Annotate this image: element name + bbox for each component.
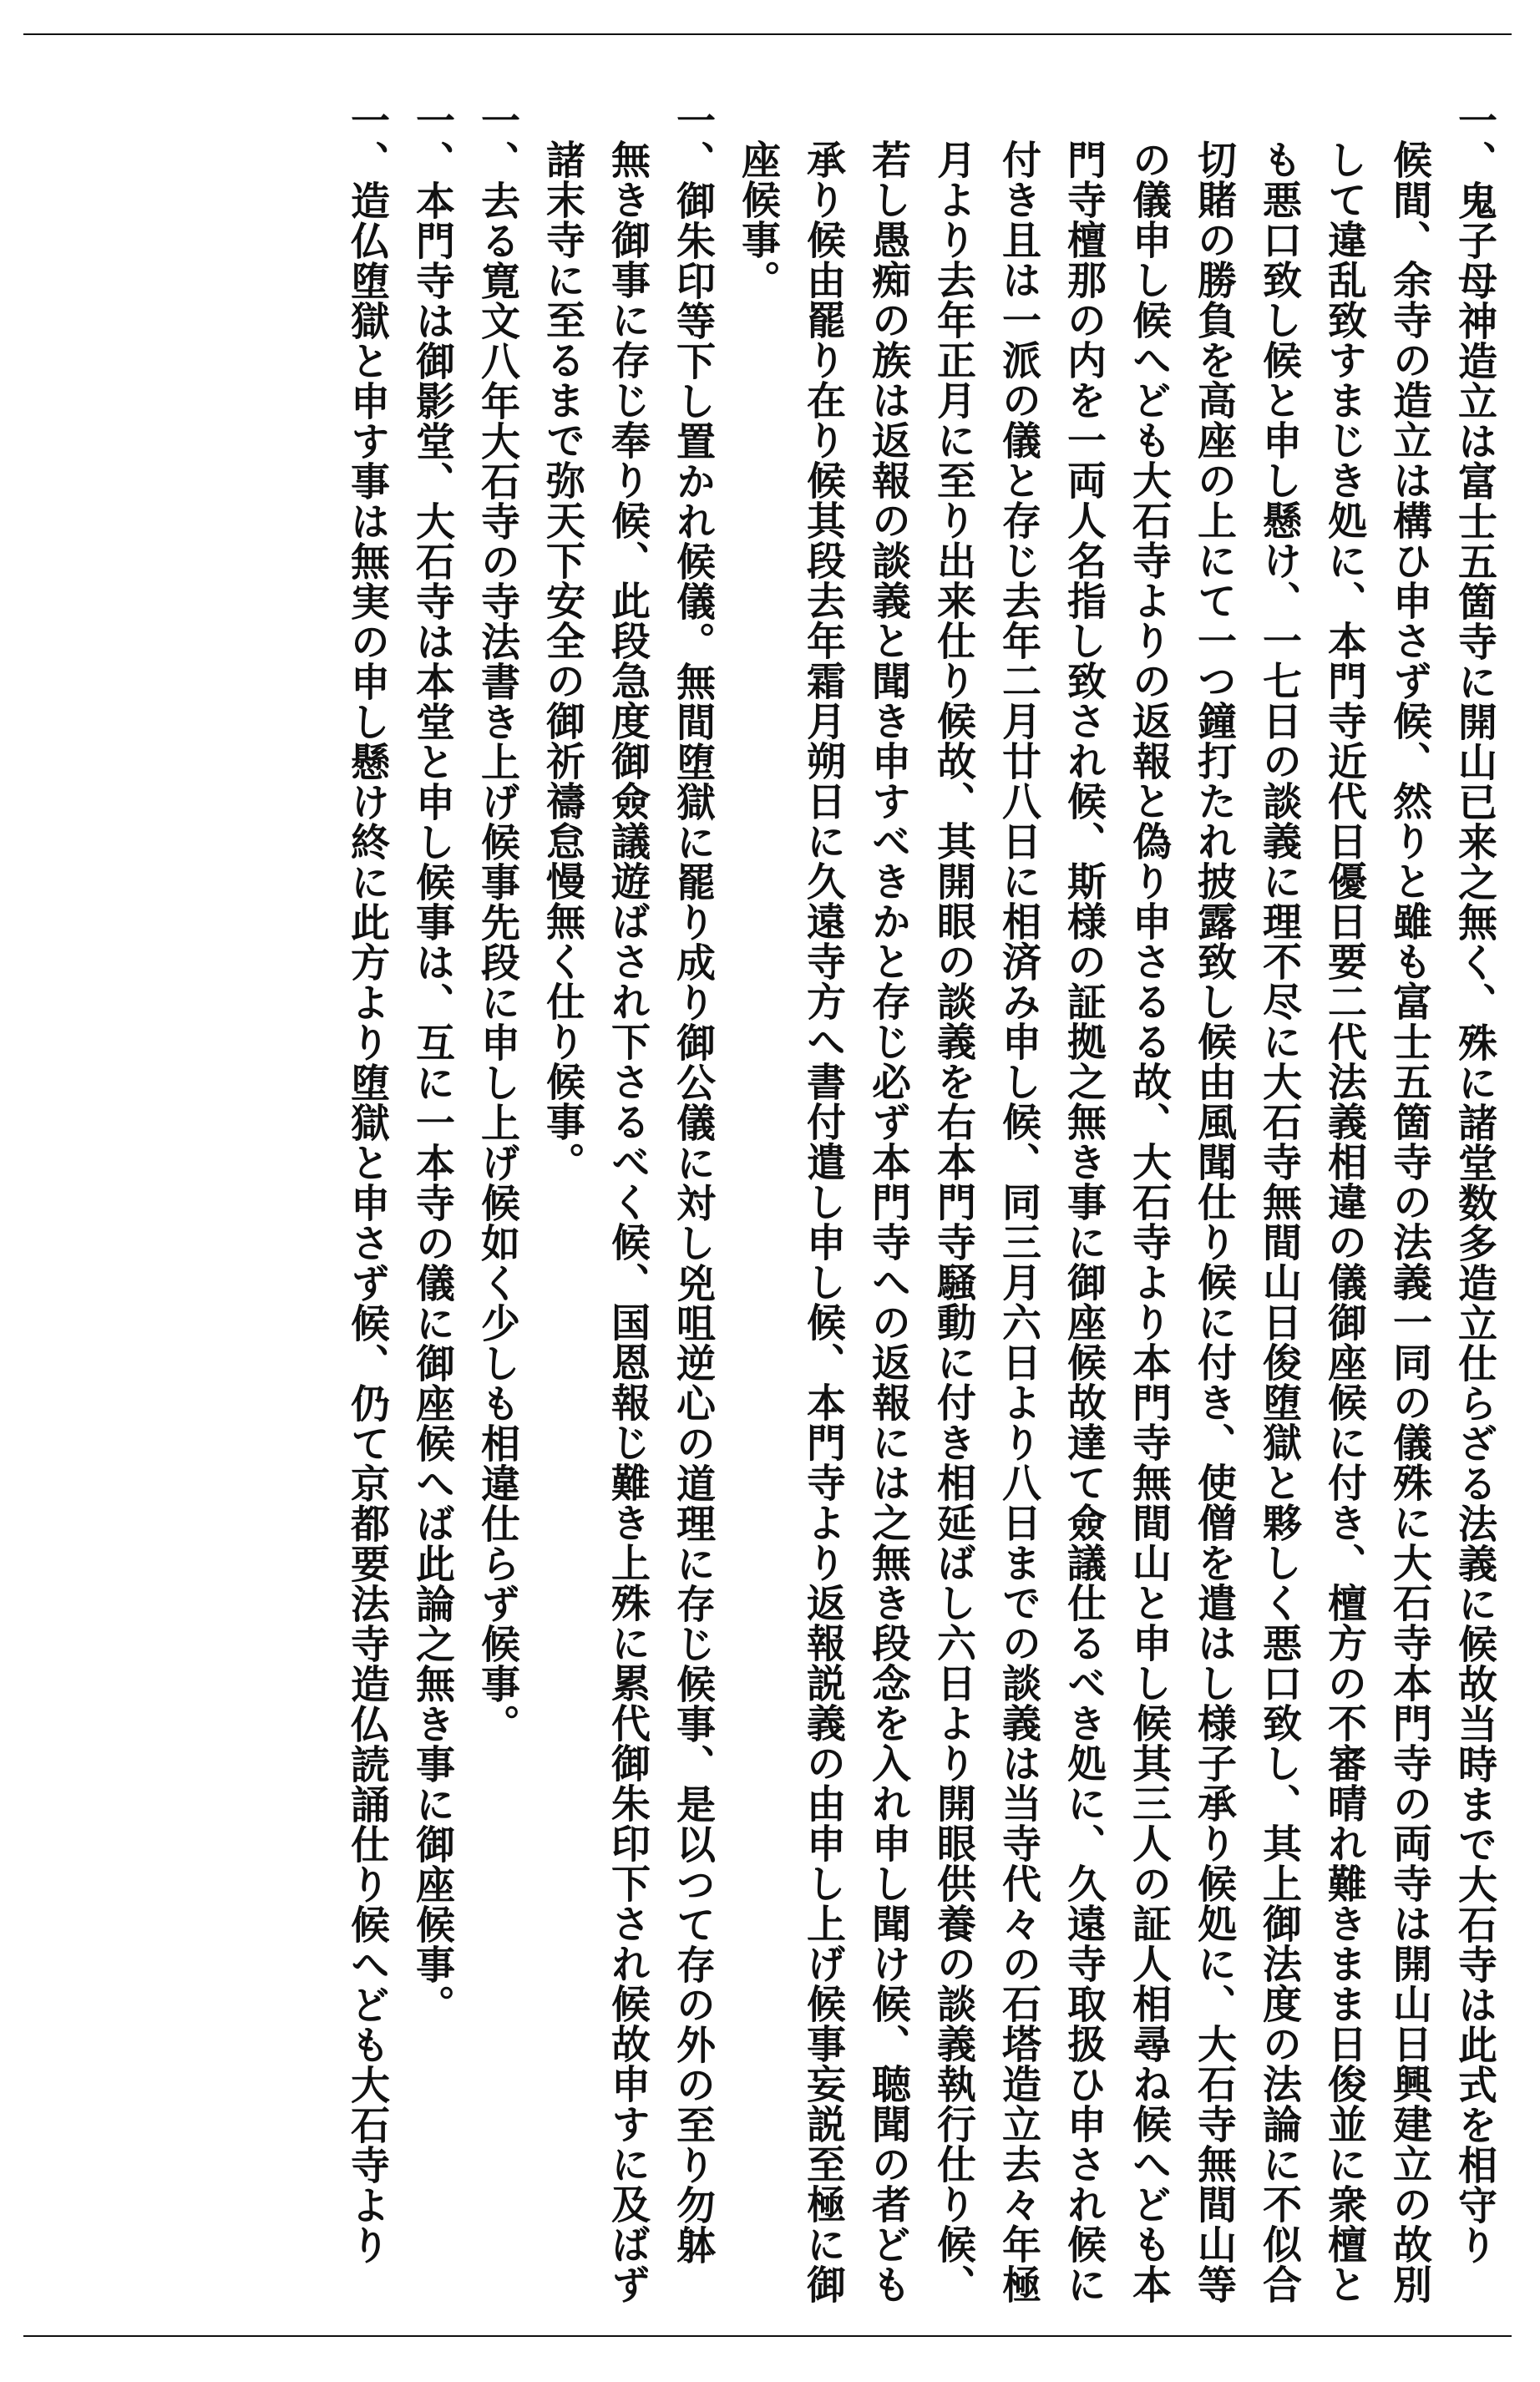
text-line-8: 付き且は一派の儀と存じ去年二月廿八日に相済み申し候、同三月六日より八日までの談義は当寺代々の石塔造立去々年極	[995, 139, 1041, 2304]
text-line-15: 諸末寺に至るまで弥天下安全の御祈禱怠慢無く仕り候事。	[540, 139, 585, 1182]
vertical-text-body	[70, 100, 1507, 2305]
text-line-10: 若し愚痴の族は返報の談義と聞き申すべきかと存じ必ず本門寺への返報には之無き段念を入れ申し聞け候、聴聞の者ども	[865, 139, 911, 2304]
text-line-7: 門寺檀那の内を一両人名指し致され候、斯様の証拠之無き事に御座候故達て僉議仕るべき処に、久遠寺取扱ひ申され候に	[1061, 139, 1107, 2304]
text-line-17: 一、本門寺は御影堂、大石寺は本堂と申し候事は、互に一本寺の儀に御座候へば此論之無き事に御座候事。	[409, 100, 455, 2025]
text-line-18: 一、造仏堕獄と申す事は無実の申し懸け終に此方より堕獄と申さず候、仍て京都要法寺造仏読誦仕り候へども大石寺より	[344, 100, 390, 2265]
text-line-16: 一、去る寛文八年大石寺の寺法書き上げ候事先段に申し上げ候如く少しも相違仕らず候事。	[474, 100, 520, 1744]
text-line-5: 切賭の勝負を高座の上にて一つ鐘打たれ披露致し候由風聞仕り候に付き、使僧を遣はし様子承り候処に、大石寺無間山等	[1191, 139, 1237, 2304]
text-line-9: 月より去年正月に至り出来仕り候故、其開眼の談義を右本門寺騒動に付き相延ばし六日より開眼供養の談義執行仕り候、	[930, 139, 976, 2304]
text-line-4: も悪口致し候と申し懸け、一七日の談義に理不尽に大石寺無間山日俊堕獄と夥しく悪口致し、其上御法度の法論に不似合	[1256, 139, 1302, 2304]
top-rule	[23, 33, 1512, 35]
text-line-13: 一、御朱印等下し置かれ候儀。無間堕獄に罷り成り御公儀に対し兇咀逆心の道理に存じ候事、是以つて存の外の至り勿躰	[670, 100, 716, 2265]
bottom-rule	[23, 2335, 1512, 2337]
text-line-11: 承り候由罷り在り候其段去年霜月朔日に久遠寺方へ書付遣し申し候、本門寺より返報説義の由申し上げ候事妄説至極に御	[800, 139, 846, 2304]
text-line-1: 一、鬼子母神造立は富士五箇寺に開山已来之無く、殊に諸堂数多造立仕らざる法義に候故当時まで大石寺は此式を相守り	[1451, 100, 1497, 2265]
text-line-6: の儀申し候へども大石寺よりの返報と偽り申さるる故、大石寺より本門寺無間山と申し候其三人の証人相尋ね候へども本	[1126, 139, 1172, 2304]
text-line-2: 候間、余寺の造立は構ひ申さず候、然りと雖も富士五箇寺の法義一同の儀殊に大石寺本門寺の両寺は開山日興建立の故別	[1386, 139, 1432, 2304]
text-line-12: 座候事。	[735, 139, 781, 300]
text-line-3: して違乱致すまじき処に、本門寺近代日優日要二代法義相違の儀御座候に付き、檀方の不審晴れ難きまま日俊並に衆檀と	[1321, 139, 1367, 2304]
text-line-14: 無き御事に存じ奉り候、此段急度御僉議遊ばされ下さるべく候、国恩報じ難き上殊に累代御朱印下され候故申すに及ばず	[605, 139, 651, 2304]
